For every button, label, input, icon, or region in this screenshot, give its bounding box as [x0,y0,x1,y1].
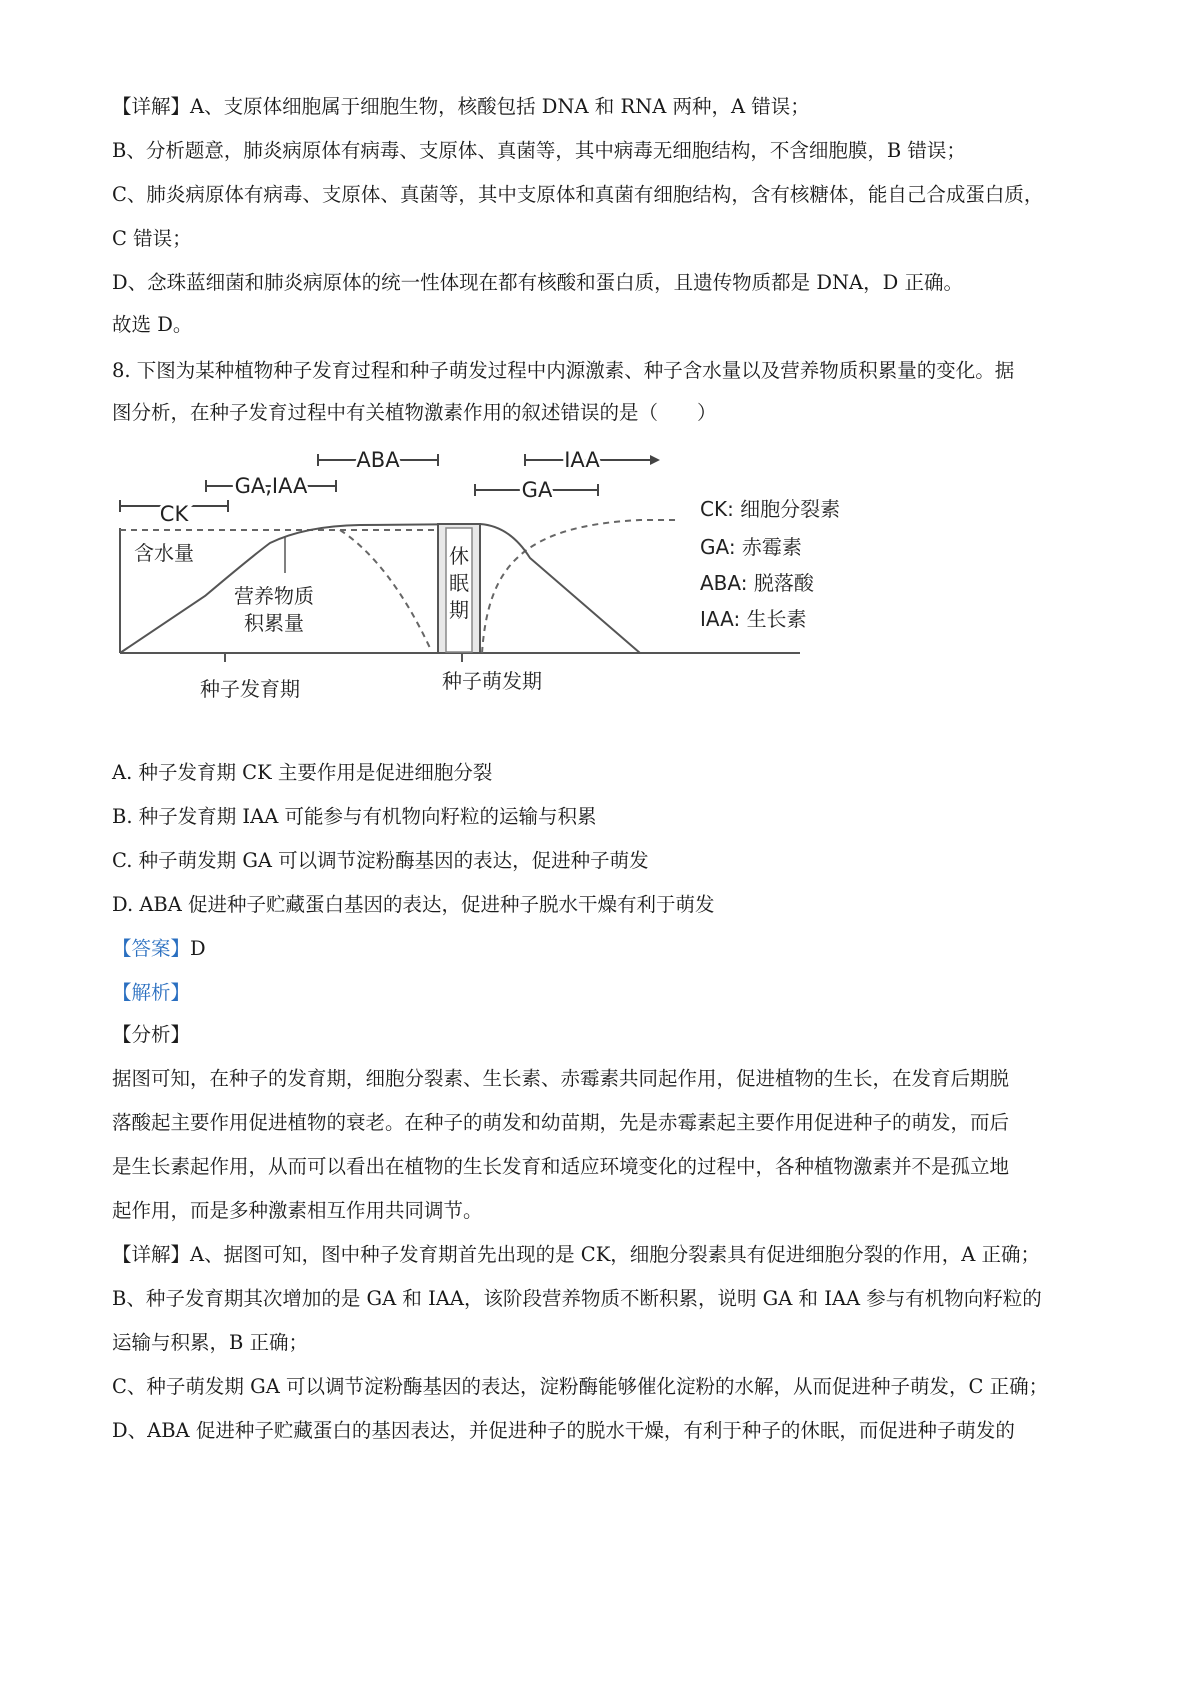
nutrient-label-1: 营养物质 [234,584,314,608]
water-decline-curve [340,530,430,648]
prev-conclusion: 故选 D。 [112,313,193,336]
iaa2-label: IAA [564,448,600,472]
detail-line-4: C、种子萌发期 GA 可以调节淀粉酶基因的表达，淀粉酶能够催化淀粉的水解，从而促进种子萌发，C 正确； [112,1375,1049,1398]
option-b: B. 种子发育期 IAA 可能参与有机物向籽粒的运输与积累 [112,805,597,828]
legend-aba: ABA: 脱落酸 [700,571,814,595]
prev-detail-line-5: D、念珠蓝细菌和肺炎病原体的统一性体现在都有核酸和蛋白质，且遗传物质都是 DNA，D 正确。 [112,271,963,294]
dormancy-label-2: 眠 [449,571,469,595]
prev-detail-line-1: 【详解】A、支原体细胞属于细胞生物，核酸包括 DNA 和 RNA 两种，A 错误； [112,95,810,118]
dormancy-label-3: 期 [449,598,469,622]
water-content-curve [120,528,480,530]
prev-detail-line-3: C、肺炎病原体有病毒、支原体、真菌等，其中支原体和真菌有细胞结构，含有核糖体，能自己合成蛋白质， [112,183,1044,206]
question-stem-line-1: 8. 下图为某种植物种子发育过程和种子萌发过程中内源激素、种子含水量以及营养物质积累量的变化。据 [112,359,1015,382]
hormone-figure [120,448,960,758]
ga2-label: GA [521,478,553,502]
water-label: 含水量 [134,541,194,565]
answer-line [112,934,1102,964]
x-label-development: 种子发育期 [200,677,300,701]
question-stem-line-2: 图分析，在种子发育过程中有关植物激素作用的叙述错误的是（ ） [112,401,717,424]
answer-value: D [190,937,206,960]
water-recovery-curve [482,520,680,653]
nutrient-label-2: 积累量 [244,611,304,635]
nutrient-curve [120,524,640,653]
legend-ck: CK: 细胞分裂素 [700,497,841,521]
analysis-line-4: 起作用，而是多种激素相互作用共同调节。 [112,1199,483,1222]
detail-line-5: D、ABA 促进种子贮藏蛋白的基因表达，并促进种子的脱水干燥，有利于种子的休眠，而促进种子萌发的 [112,1419,1015,1442]
aba-label: ABA [356,448,400,472]
analysis-line-2: 落酸起主要作用促进植物的衰老。在种子的萌发和幼苗期，先是赤霉素起主要作用促进种子的萌发，而后 [112,1111,1010,1134]
option-d: D. ABA 促进种子贮藏蛋白基因的表达，促进种子脱水干燥有利于萌发 [112,893,715,916]
legend-iaa: IAA: 生长素 [700,607,807,631]
answer-label: 【答案】 [112,937,191,960]
ck-label: CK [159,502,189,526]
legend-ga: GA: 赤霉素 [700,535,802,559]
detail-line-3: 运输与积累，B 正确； [112,1331,309,1354]
detail-line-1: 【详解】A、据图可知，图中种子发育期首先出现的是 CK，细胞分裂素具有促进细胞分裂的作用，A 正确； [112,1243,1041,1266]
analysis-line-3: 是生长素起作用，从而可以看出在植物的生长发育和适应环境变化的过程中，各种植物激素并不是孤立地 [112,1155,1010,1178]
ga-iaa-label: GA,IAA [234,474,308,498]
option-a: A. 种子发育期 CK 主要作用是促进细胞分裂 [112,761,493,784]
dormancy-label-1: 休 [449,544,469,568]
analysis-heading: 【解析】 [112,981,191,1004]
prev-detail-line-2: B、分析题意，肺炎病原体有病毒、支原体、真菌等，其中病毒无细胞结构，不含细胞膜，B 错误； [112,139,966,162]
option-c: C. 种子萌发期 GA 可以调节淀粉酶基因的表达，促进种子萌发 [112,849,649,872]
x-label-germination: 种子萌发期 [442,669,542,693]
iaa2-arrow [650,455,660,465]
fenxi-heading: 【分析】 [112,1023,191,1046]
prev-detail-line-4: C 错误； [112,227,192,250]
analysis-line-1: 据图可知，在种子的发育期，细胞分裂素、生长素、赤霉素共同起作用，促进植物的生长，在发育后期脱 [112,1067,1010,1090]
detail-line-2: B、种子发育期其次增加的是 GA 和 IAA，该阶段营养物质不断积累，说明 GA 和 IAA 参与有机物向籽粒的 [112,1287,1042,1310]
